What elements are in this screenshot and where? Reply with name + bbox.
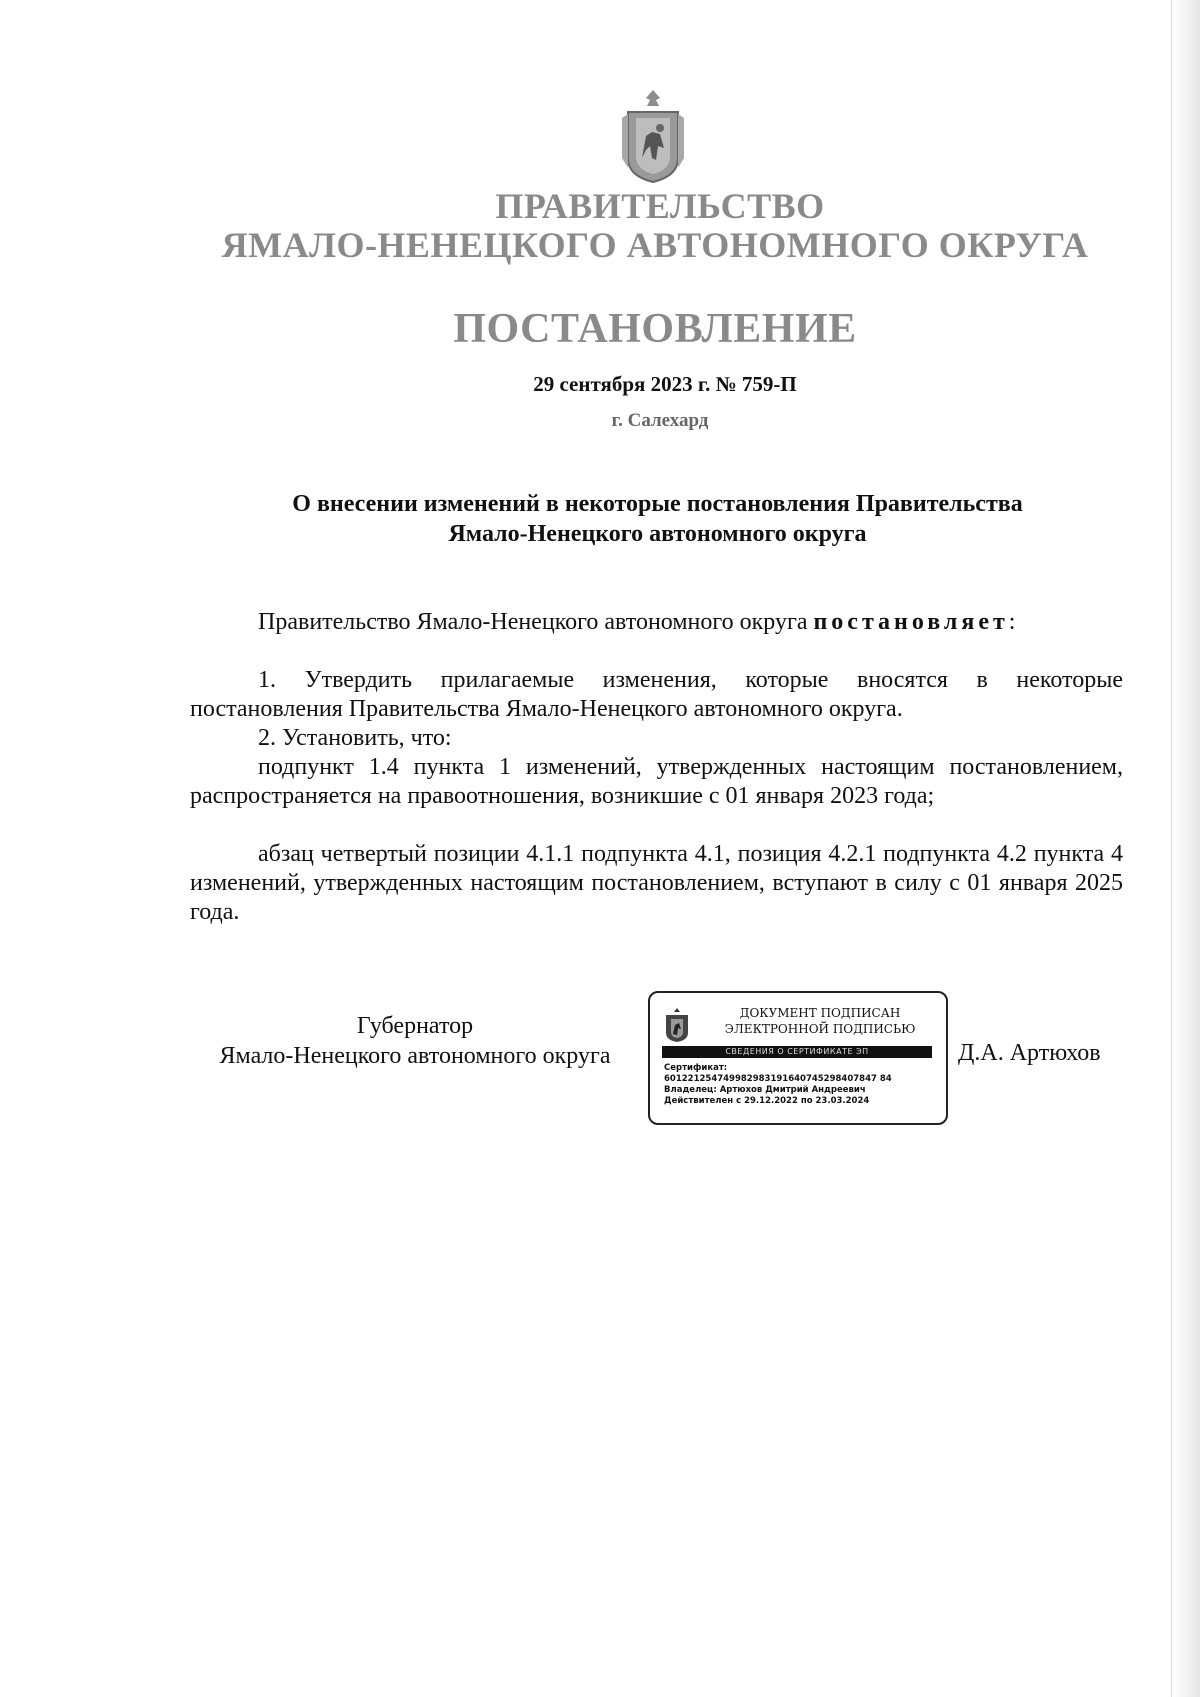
certificate-validity: Действителен с 29.12.2022 по 23.03.2024 [664,1096,870,1106]
stamp-certificate-info [664,1063,892,1107]
document-subject [190,489,1125,549]
preamble [190,608,1123,637]
signer-position [190,1011,640,1071]
certificate-owner: Владелец: Артюхов Дмитрий Андреевич [664,1085,866,1095]
government-name-line1: ПРАВИТЕЛЬСТВО [495,186,825,226]
item-2-subitem-a: подпункт 1.4 пункта 1 изменений, утвержденных настоящим постановлением, распространяется на правоотношения, возникшие с 01 января 2023 года; [190,754,1123,809]
city: г. Салехард [611,410,709,431]
stamp-title-line2: ЭЛЕКТРОННОЙ ПОДПИСЬЮ [724,1022,916,1036]
subject-line2: Ямало-Ненецкого автономного округа [448,521,867,547]
date-number: 29 сентября 2023 г. № 759-П [533,372,797,396]
signer-position-line1: Губернатор [356,1013,474,1039]
coat-of-arms-icon [618,88,688,184]
document-type: ПОСТАНОВЛЕНИЕ [453,306,857,352]
subject-line1: О внесении изменений в некоторые постановления Правительства [292,491,1023,517]
stamp-emblem-icon [662,1007,692,1043]
preamble-text: Правительство Ямало-Ненецкого автономного округа [258,609,808,635]
government-name-line2: ЯМАЛО-НЕНЕЦКОГО АВТОНОМНОГО ОКРУГА [221,225,1089,265]
item-1: 1. Утвердить прилагаемые изменения, которые вносятся в некоторые постановления Правительства Ямало-Ненецкого автономного округа. [190,667,1123,722]
item-2-subitem-b: абзац четвертый позиции 4.1.1 подпункта 4.1, позиция 4.2.1 подпункта 4.2 пункта 4 изменений, утвержденных настоящим постановлением, вступают в силу с 01 января 2025 года. [190,841,1123,925]
preamble-verb: постановляет [813,609,1009,635]
signer-position-line2: Ямало-Ненецкого автономного округа [219,1043,611,1069]
item-2: 2. Установить, что: [258,725,452,751]
stamp-title [700,1005,940,1037]
certificate-number: 601221254749982983191640745298407847 84 [664,1074,892,1084]
signer-name: Д.А. Артюхов [958,1040,1101,1066]
stamp-title-line1: ДОКУМЕНТ ПОДПИСАН [739,1006,901,1020]
certificate-label: Сертификат: [664,1063,728,1073]
stamp-certificate-bar: СВЕДЕНИЯ О СЕРТИФИКАТЕ ЭП [662,1046,932,1058]
electronic-signature-stamp [648,991,948,1125]
preamble-colon: : [1008,609,1016,635]
